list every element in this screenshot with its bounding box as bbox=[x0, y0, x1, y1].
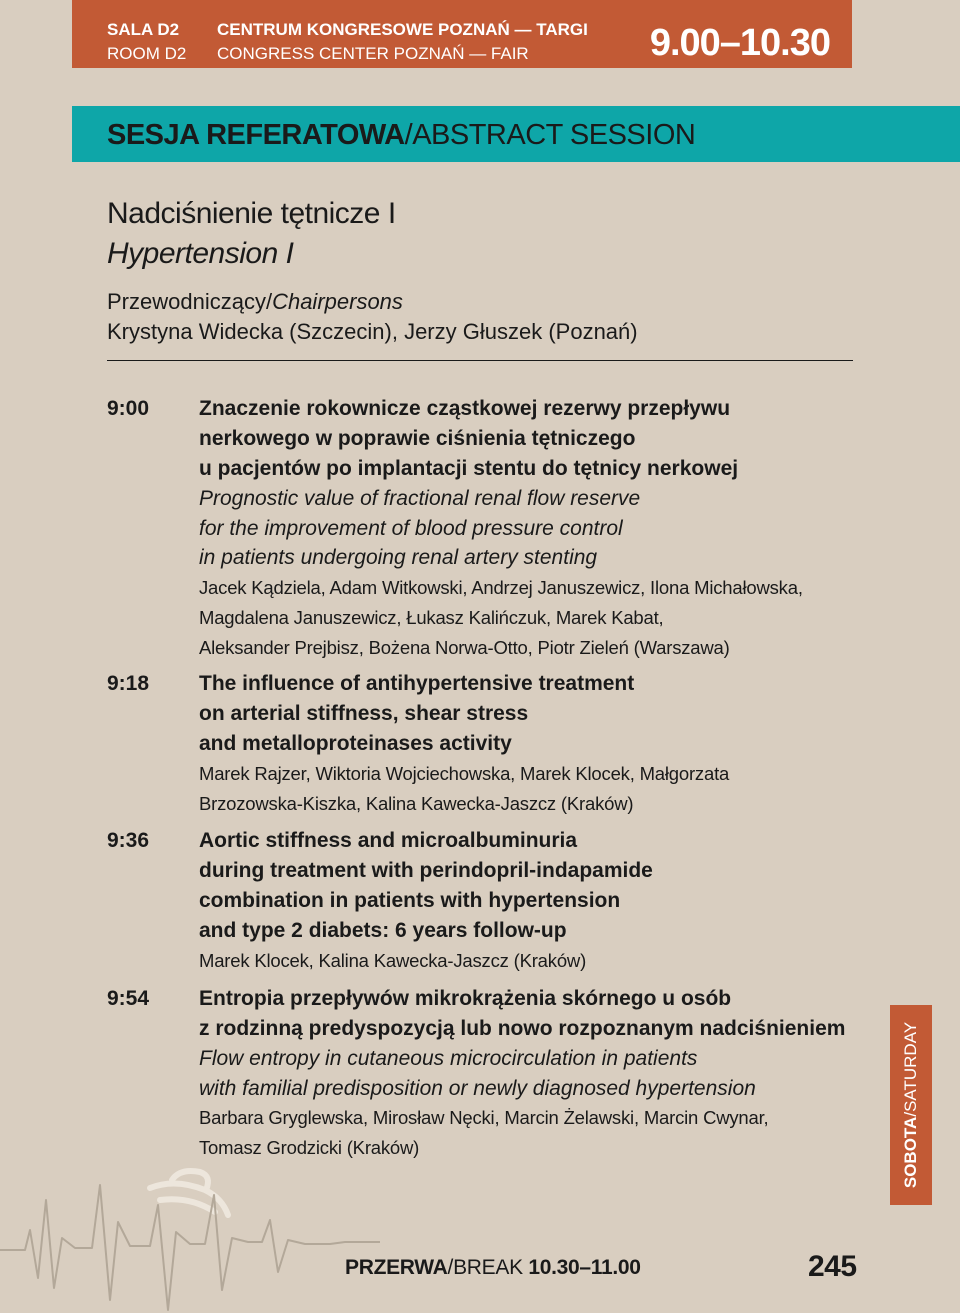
program-item bbox=[107, 984, 857, 1163]
item-authors-line: Marek Klocek, Kalina Kawecka-Jaszcz (Kraków) bbox=[199, 950, 587, 971]
day-en: SATURDAY bbox=[901, 1021, 920, 1112]
room-en: ROOM D2 bbox=[107, 44, 187, 63]
break-en: BREAK bbox=[453, 1256, 523, 1279]
item-title-line: Aortic stiffness and microalbuminuria bbox=[199, 829, 578, 852]
item-title-line: and type 2 diabets: 6 years follow-up bbox=[199, 919, 567, 942]
room-label bbox=[107, 18, 186, 66]
day-side-tab bbox=[890, 1005, 932, 1205]
item-title-pl-line: nerkowego w poprawie ciśnienia tętniczego bbox=[199, 427, 636, 450]
item-title-en-line: Flow entropy in cutaneous microcirculation in patients bbox=[199, 1047, 698, 1070]
item-title-en-line: with familial predisposition or newly diagnosed hypertension bbox=[199, 1076, 756, 1100]
session-title-pl: Nadciśnienie tętnicze I bbox=[107, 197, 396, 230]
session-separator: / bbox=[404, 119, 413, 151]
venue-label bbox=[217, 18, 588, 66]
item-title-en-line: Prognostic value of fractional renal flow reserve bbox=[199, 487, 641, 510]
session-type bbox=[107, 118, 695, 152]
ekg-decoration-icon bbox=[0, 1160, 380, 1313]
chairpersons-label-en: Chairpersons bbox=[272, 289, 403, 314]
divider-line bbox=[107, 360, 853, 361]
item-title-line: and metalloproteinases activity bbox=[199, 732, 512, 755]
program-item bbox=[107, 394, 857, 663]
session-time: 9.00–10.30 bbox=[649, 22, 830, 64]
day-pl: SOBOTA bbox=[901, 1116, 920, 1189]
page-number: 245 bbox=[808, 1250, 857, 1283]
item-authors-line: Magdalena Januszewicz, Łukasz Kalińczuk, Marek Kabat, bbox=[199, 606, 664, 628]
day-label bbox=[901, 1022, 921, 1188]
venue-pl: CENTRUM KONGRESOWE POZNAŃ — TARGI bbox=[217, 20, 588, 39]
chairpersons-label-pl: Przewodniczący/ bbox=[107, 289, 273, 314]
item-title-en-line: for the improvement of blood pressure control bbox=[199, 516, 623, 540]
session-type-pl: SESJA REFERATOWA bbox=[107, 119, 405, 151]
item-title-line: combination in patients with hypertension bbox=[199, 889, 621, 912]
item-authors-line: Jacek Kądziela, Adam Witkowski, Andrzej Januszewicz, Ilona Michałowska, bbox=[199, 576, 803, 598]
item-time: 9:00 bbox=[107, 397, 150, 420]
item-body bbox=[199, 669, 857, 819]
item-title-pl-line: u pacjentów po implantacji stentu do tętnicy nerkowej bbox=[199, 457, 739, 480]
item-body bbox=[199, 826, 857, 976]
room-header-bar bbox=[72, 0, 852, 68]
program-item bbox=[107, 669, 857, 819]
break-pl: PRZERWA bbox=[345, 1256, 448, 1279]
break-info bbox=[345, 1254, 641, 1282]
session-type-bar bbox=[72, 106, 960, 162]
item-authors-line: Brzozowska-Kiszka, Kalina Kawecka-Jaszcz (Kraków) bbox=[199, 793, 634, 814]
item-title-en-line: in patients undergoing renal artery stenting bbox=[199, 546, 598, 569]
item-time: 9:54 bbox=[107, 987, 150, 1010]
venue-en: CONGRESS CENTER POZNAŃ — FAIR bbox=[217, 44, 529, 63]
break-separator: / bbox=[447, 1256, 454, 1279]
chairpersons-label bbox=[107, 289, 403, 315]
item-authors-line: Barbara Gryglewska, Mirosław Nęcki, Marcin Żelawski, Marcin Cwynar, bbox=[199, 1107, 769, 1128]
program-item bbox=[107, 826, 857, 976]
session-type-en: ABSTRACT SESSION bbox=[412, 119, 696, 151]
item-title-line: on arterial stiffness, shear stress bbox=[199, 702, 529, 725]
room-pl: SALA D2 bbox=[107, 20, 180, 39]
chairpersons-names: Krystyna Widecka (Szczecin), Jerzy Głuszek (Poznań) bbox=[107, 319, 638, 344]
item-title-line: The influence of antihypertensive treatment bbox=[199, 672, 635, 695]
item-body bbox=[199, 984, 857, 1163]
item-title-line: during treatment with perindopril-indapamide bbox=[199, 859, 653, 882]
item-authors-line: Aleksander Prejbisz, Bożena Norwa-Otto, Piotr Zieleń (Warszawa) bbox=[199, 636, 730, 658]
break-time: 10.30–11.00 bbox=[528, 1256, 641, 1279]
item-authors-line: Marek Rajzer, Wiktoria Wojciechowska, Marek Klocek, Małgorzata bbox=[199, 763, 730, 784]
session-title-en: Hypertension I bbox=[107, 237, 294, 270]
day-separator: / bbox=[901, 1111, 920, 1117]
item-time: 9:18 bbox=[107, 672, 150, 695]
item-title-pl-line: Entropia przepływów mikrokrążenia skórnego u osób bbox=[199, 987, 732, 1010]
item-body bbox=[199, 394, 857, 663]
item-time: 9:36 bbox=[107, 829, 150, 852]
item-title-pl-line: Znaczenie rokownicze cząstkowej rezerwy przepływu bbox=[199, 397, 731, 420]
item-title-pl-line: z rodzinną predyspozycją lub nowo rozpoznanym nadciśnieniem bbox=[199, 1017, 846, 1040]
item-authors-line: Tomasz Grodzicki (Kraków) bbox=[199, 1137, 420, 1158]
